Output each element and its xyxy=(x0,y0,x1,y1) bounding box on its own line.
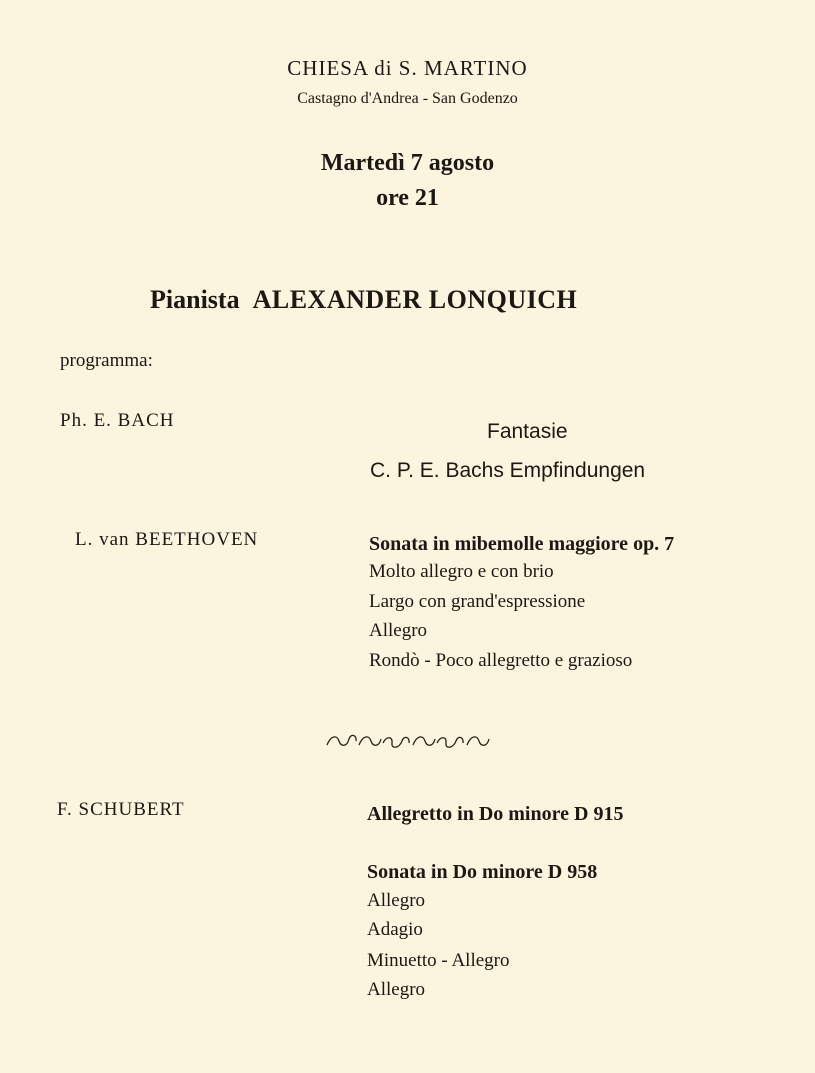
venue-title: CHIESA di S. MARTINO xyxy=(287,56,528,80)
movement: Molto allegro e con brio xyxy=(369,561,554,582)
concert-time: ore 21 xyxy=(376,185,439,211)
concert-date: Martedì 7 agosto xyxy=(320,150,495,176)
composer-bach: Ph. E. BACH xyxy=(60,410,175,431)
work-empfindungen: C. P. E. Bachs Empfindungen xyxy=(370,459,646,482)
ornament-icon xyxy=(323,730,493,752)
venue-place: Castagno d'Andrea - San Godenzo xyxy=(297,90,518,107)
work-beethoven-sonata: Sonata in mibemolle maggiore op. 7 xyxy=(369,533,675,555)
composer-schubert: F. SCHUBERT xyxy=(57,799,185,820)
movement: Minuetto - Allegro xyxy=(367,950,510,971)
ornament-divider xyxy=(0,730,815,757)
movement: Rondò - Poco allegretto e grazioso xyxy=(369,650,633,671)
movement: Allegro xyxy=(367,979,426,1000)
composer-beethoven: L. van BEETHOVEN xyxy=(75,529,259,550)
movement: Allegro xyxy=(369,620,428,641)
performer-line xyxy=(150,285,577,315)
work-schubert-sonata: Sonata in Do minore D 958 xyxy=(367,861,598,883)
performer-name: ALEXANDER LONQUICH xyxy=(252,285,578,314)
movement: Largo con grand'espressione xyxy=(369,591,586,612)
performer-role: Pianista xyxy=(150,285,240,314)
movement: Allegro xyxy=(367,890,426,911)
work-schubert-allegretto: Allegretto in Do minore D 915 xyxy=(367,803,624,825)
program-label: programma: xyxy=(60,350,153,371)
work-fantasie: Fantasie xyxy=(487,420,568,443)
movement: Adagio xyxy=(367,919,423,940)
